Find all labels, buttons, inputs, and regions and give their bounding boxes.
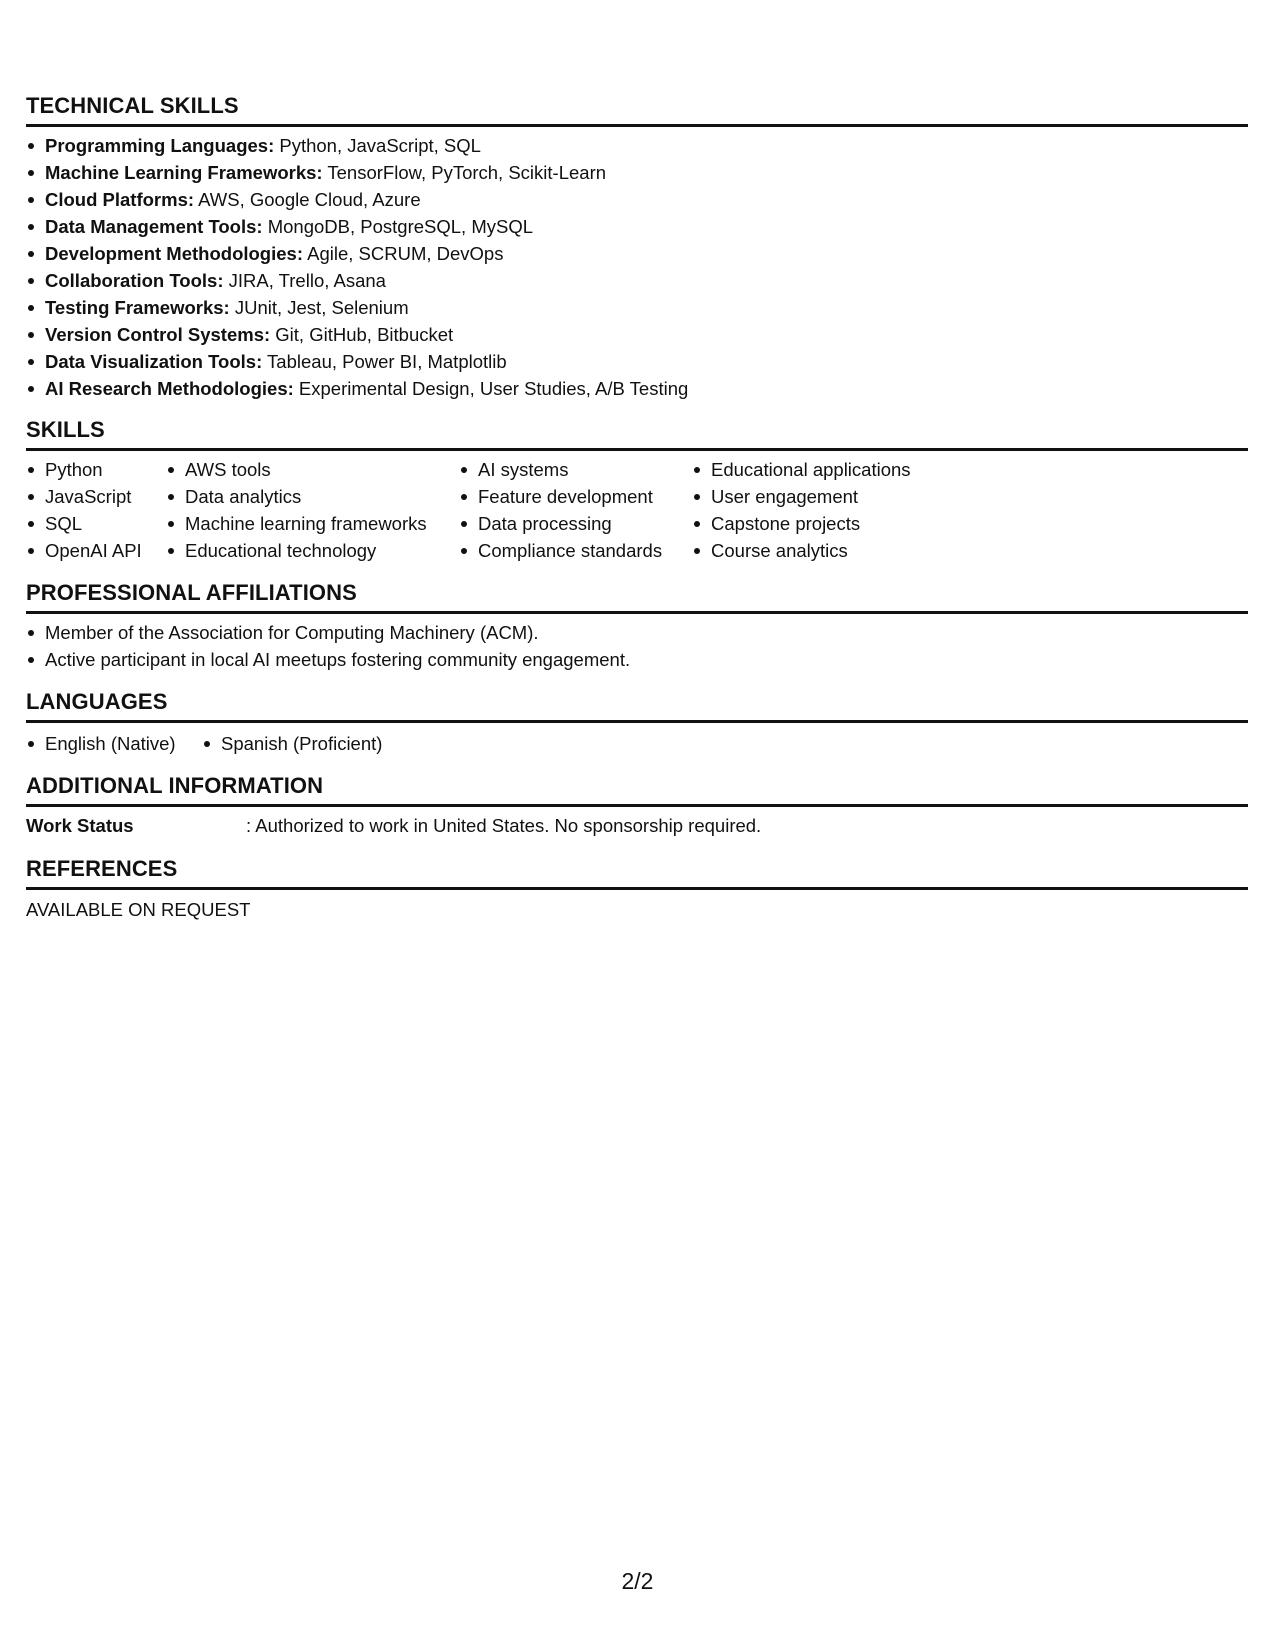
languages-column <box>26 730 202 757</box>
resume-page <box>26 92 1248 923</box>
skill-category: Version Control Systems: <box>45 324 271 345</box>
section-title-skills: SKILLS <box>26 416 1248 451</box>
skill-values: JUnit, Jest, Selenium <box>229 297 409 318</box>
list-item: Data analytics <box>166 483 459 510</box>
section-title-references: REFERENCES <box>26 855 1248 890</box>
skill-values: TensorFlow, PyTorch, Scikit-Learn <box>322 162 607 183</box>
skill-values: Git, GitHub, Bitbucket <box>270 324 454 345</box>
skill-category: Testing Frameworks: <box>45 297 230 318</box>
languages-row <box>26 730 1248 757</box>
skill-category: Data Visualization Tools: <box>45 351 263 372</box>
list-item <box>26 132 1248 159</box>
list-item <box>26 186 1248 213</box>
skill-category: Data Management Tools: <box>45 216 263 237</box>
list-item: JavaScript <box>26 483 166 510</box>
skill-values: MongoDB, PostgreSQL, MySQL <box>262 216 533 237</box>
list-item <box>26 213 1248 240</box>
list-item: Spanish (Proficient) <box>202 730 442 757</box>
list-item: Python <box>26 456 166 483</box>
list-item <box>26 267 1248 294</box>
work-status-label: Work Status <box>26 815 134 836</box>
skill-category: Programming Languages: <box>45 135 275 156</box>
skills-column <box>166 456 459 564</box>
list-item: Course analytics <box>692 537 952 564</box>
list-item: Active participant in local AI meetups fostering community engagement. <box>26 646 1248 673</box>
list-item <box>26 240 1248 267</box>
skills-section <box>26 416 1248 564</box>
list-item <box>26 159 1248 186</box>
list-item <box>26 294 1248 321</box>
section-title-affiliations: PROFESSIONAL AFFILIATIONS <box>26 579 1248 614</box>
list-item: Capstone projects <box>692 510 952 537</box>
skill-values: JIRA, Trello, Asana <box>223 270 386 291</box>
technical-skills-section <box>26 92 1248 402</box>
skills-column <box>692 456 952 564</box>
skill-values: Tableau, Power BI, Matplotlib <box>262 351 507 372</box>
list-item: Data processing <box>459 510 692 537</box>
additional-info-section <box>26 772 1248 839</box>
skill-category: AI Research Methodologies: <box>45 378 294 399</box>
list-item: AI systems <box>459 456 692 483</box>
list-item: Machine learning frameworks <box>166 510 459 537</box>
affiliations-section <box>26 579 1248 673</box>
list-item: Educational applications <box>692 456 952 483</box>
languages-section <box>26 688 1248 757</box>
references-section <box>26 855 1248 923</box>
list-item <box>26 375 1248 402</box>
skill-values: AWS, Google Cloud, Azure <box>194 189 421 210</box>
page-number: 2/2 <box>621 1568 654 1594</box>
skills-grid <box>26 456 1248 564</box>
skills-column <box>459 456 692 564</box>
references-text: AVAILABLE ON REQUEST <box>26 899 251 920</box>
list-item: OpenAI API <box>26 537 166 564</box>
list-item: Educational technology <box>166 537 459 564</box>
list-item: User engagement <box>692 483 952 510</box>
skill-values: Agile, SCRUM, DevOps <box>303 243 504 264</box>
skill-category: Development Methodologies: <box>45 243 303 264</box>
section-title-technical-skills: TECHNICAL SKILLS <box>26 92 1248 127</box>
skill-category: Machine Learning Frameworks: <box>45 162 323 183</box>
section-title-additional-info: ADDITIONAL INFORMATION <box>26 772 1248 807</box>
work-status-value: : Authorized to work in United States. No sponsorship required. <box>246 815 762 836</box>
languages-column <box>202 730 442 757</box>
skill-values: Experimental Design, User Studies, A/B Testing <box>293 378 689 399</box>
list-item <box>26 321 1248 348</box>
affiliations-list <box>26 619 1248 673</box>
list-item <box>26 348 1248 375</box>
skill-category: Collaboration Tools: <box>45 270 224 291</box>
list-item: Member of the Association for Computing Machinery (ACM). <box>26 619 1248 646</box>
skills-column <box>26 456 166 564</box>
list-item: SQL <box>26 510 166 537</box>
list-item: English (Native) <box>26 730 202 757</box>
list-item: Feature development <box>459 483 692 510</box>
list-item: Compliance standards <box>459 537 692 564</box>
work-status-row <box>26 812 1248 839</box>
list-item: AWS tools <box>166 456 459 483</box>
skill-values: Python, JavaScript, SQL <box>274 135 481 156</box>
section-title-languages: LANGUAGES <box>26 688 1248 723</box>
technical-skills-list <box>26 132 1248 402</box>
skill-category: Cloud Platforms: <box>45 189 195 210</box>
